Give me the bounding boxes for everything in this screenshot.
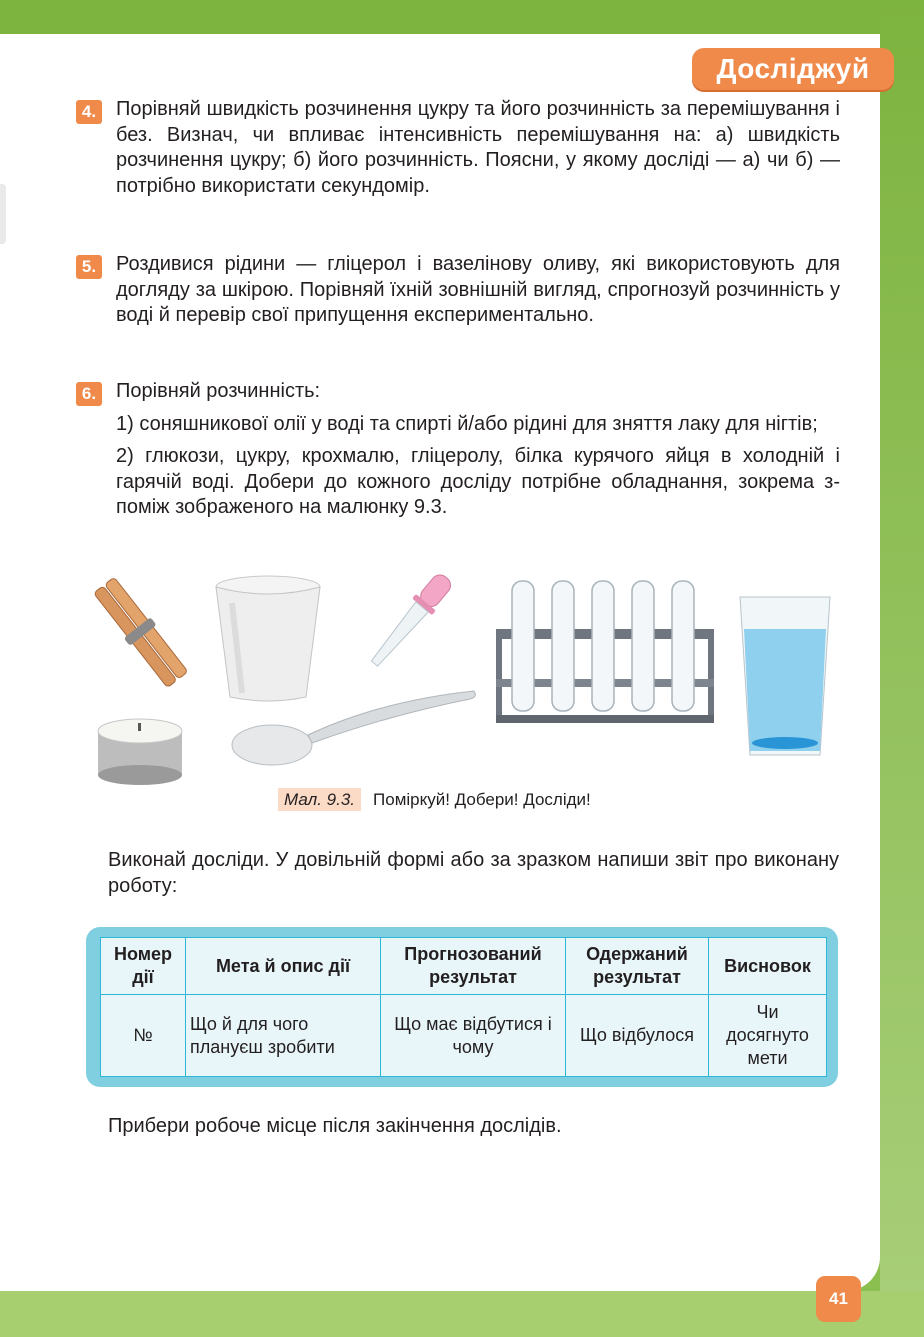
table-header: Мета й опис дії xyxy=(186,938,381,995)
table-cell: Що відбулося xyxy=(566,995,709,1077)
task-6 xyxy=(76,379,840,521)
figure-caption-text: Поміркуй! Добери! Досліди! xyxy=(373,790,591,809)
table-header-row xyxy=(101,938,827,995)
table-header: Висновок xyxy=(709,938,827,995)
figure-9-3 xyxy=(84,565,844,795)
report-table xyxy=(100,937,827,1077)
right-border xyxy=(880,0,924,1337)
spoon-icon xyxy=(230,685,480,771)
test-tube-rack-icon xyxy=(494,577,716,727)
bottom-border xyxy=(0,1291,924,1337)
task-subitem: 1) соняшникової олії у воді та спирті й/або рідині для зняття лаку для нігтів; xyxy=(116,412,818,435)
section-badge-label: Досліджуй xyxy=(716,53,870,84)
task-text: Роздивися рідини — гліцерол і вазелінову оливу, які використовують для догляду за шкірою. Порівняй їхній зовнішній вигляд, спрогнозуй розчинність у воді й перевір свої припущення експериментально. xyxy=(116,253,840,326)
task-number: 4. xyxy=(76,100,102,124)
task-text: Порівняй розчинність: xyxy=(116,380,321,402)
figure-caption xyxy=(278,790,591,810)
section-badge xyxy=(692,48,894,90)
table-row xyxy=(101,995,827,1077)
task-number: 5. xyxy=(76,255,102,279)
paper-cup-icon xyxy=(212,573,324,703)
glass-of-water-icon xyxy=(736,593,834,763)
table-header: Номер дії xyxy=(101,938,186,995)
closing-instruction: Прибери робоче місце після закінчення дослідів. xyxy=(108,1115,562,1137)
figure-label: Мал. 9.3. xyxy=(278,788,361,811)
task-5 xyxy=(76,252,840,329)
dropper-icon xyxy=(346,571,466,681)
report-intro: Виконай досліди. У довільній формі або за зразком напиши звіт про виконану роботу: xyxy=(108,849,839,897)
table-cell: № xyxy=(101,995,186,1077)
table-header: Одержаний результат xyxy=(566,938,709,995)
table-cell: Що й для чого плануєш зробити xyxy=(186,995,381,1077)
table-header: Прогнозований результат xyxy=(381,938,566,995)
clothespin-icon xyxy=(90,571,190,696)
tealight-candle-icon xyxy=(92,713,188,789)
task-4 xyxy=(76,97,840,199)
table-cell: Чи досягнуто мети xyxy=(709,995,827,1077)
task-number: 6. xyxy=(76,382,102,406)
side-tab xyxy=(0,184,6,244)
top-border xyxy=(0,0,924,34)
table-cell: Що має відбутися і чому xyxy=(381,995,566,1077)
report-table-frame xyxy=(86,927,838,1087)
task-text: Порівняй швидкість розчинення цукру та його розчинність за перемішування і без. Визнач, чи впливає інтенсивність перемішування на: а) швидкість розчинення цукру; б) його розчинність. Поясни, у якому досліді — а) чи б) — потрібно використати секундомір. xyxy=(116,98,840,197)
page-number: 41 xyxy=(816,1276,861,1322)
task-subitem: 2) глюкози, цукру, крохмалю, гліцеролу, білка курячого яйця в холодній і гарячій воді. Добери до кожного досліду потрібне обладнання, зокрема з-поміж зображеного на малюнку 9.3. xyxy=(116,445,840,518)
